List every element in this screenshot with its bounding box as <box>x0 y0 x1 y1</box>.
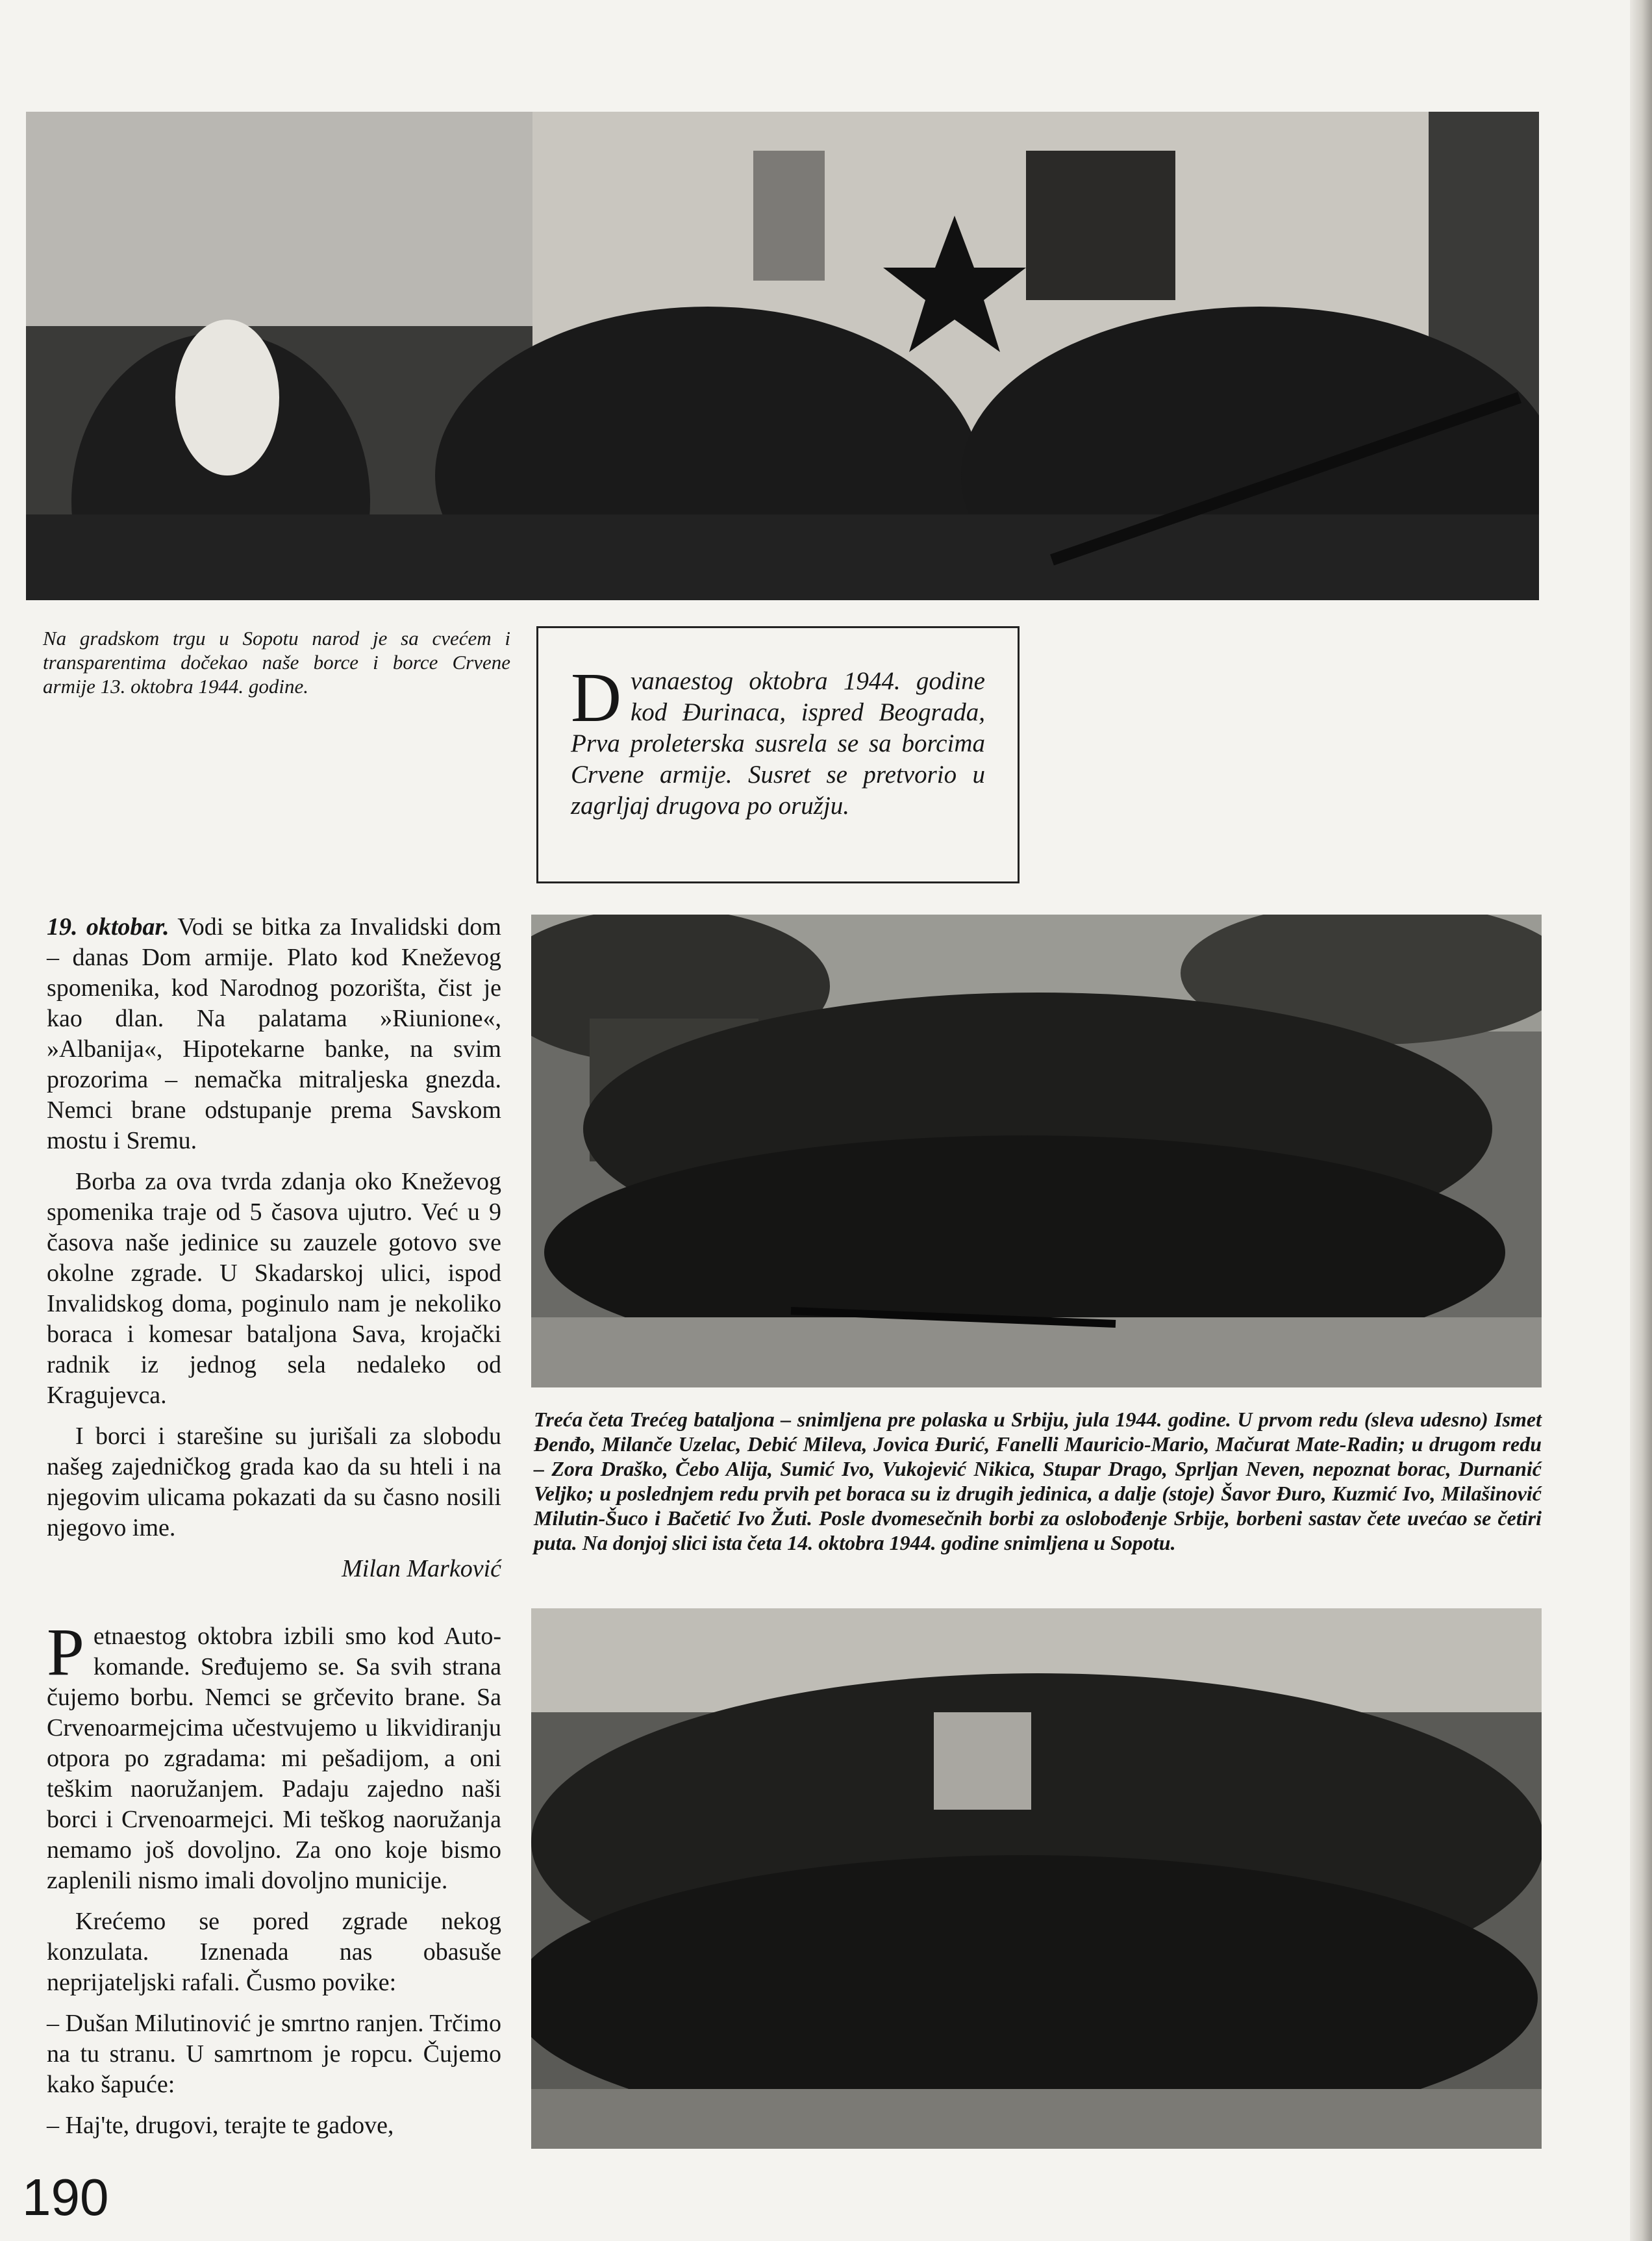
section1-p1-text: Vodi se bitka za Invalidski dom – danas Dom armije. Plato kod Kneževog spomenika, kod Narodnog pozorišta, čist je kao dlan. Na palatama »Riunione«, »Albanija«, Hipotekarne banke, na svim prozorima – nemačka mitraljeska gnezda. Nemci brane odstupanje prema Savskom mostu i Sremu. <box>47 913 501 1154</box>
section2-paragraph-4: – Haj'te, drugovi, terajte te gadove, <box>47 2112 394 2139</box>
section1-paragraph-2: Borba za ova tvrda zdanja oko Kneževog spomenika traje od 5 časova ujutro. Već u 9 časova naše jedinice su zauzele gotovo sve okolne zgrade. U Skadarskoj ulici, ispod Invalidskog doma, poginulo nam je nekoliko boraca i komesar bataljona Sava, krojački radnik iz jednog sela nedaleko od Kragujevca. <box>47 1168 501 1409</box>
section2-paragraph-2: Krećemo se pored zgrade nekog konzulata. Iznenada nas obasuše neprijateljski rafali. Čusmo povike: <box>47 1908 501 1996</box>
quote-dropcap: D <box>571 659 621 737</box>
author-signature: Milan Marković <box>342 1555 501 1582</box>
quote-body: vanaestog oktobra 1944. godine kod Đurinaca, ispred Beograda, Prva proleterska susrela se sa borcima Crvene armije. Susret se pretvorio u zagrljaj drugova po oružju. <box>571 667 985 820</box>
section1-paragraph-1 <box>47 912 501 1156</box>
bottom-photo <box>531 1608 1542 2149</box>
section2-dropcap: P <box>47 1615 84 1690</box>
page-edge <box>1630 0 1652 2241</box>
top-photo-caption: Na gradskom trgu u Sopotu narod je sa cvećem i transparentima dočekao naše borce i borce Crvene armije 13. oktobra 1944. godine. <box>43 627 510 698</box>
middle-photo <box>531 915 1542 1387</box>
middle-photo-caption: Treća četa Trećeg bataljona – snimljena pre polaska u Srbiju, jula 1944. godine. U prvom redu (sleva udesno) Ismet Đenđo, Milanče Uzelac, Debić Mileva, Jovica Đurić, Fanelli Mauricio-Mario, Mačurat Mate-Radin; u drugom redu – Zora Draško, Čebo Alija, Sumić Ivo, Vukojević Nikica, Stupar Drago, Sprljan Neven, nepoznat borac, Durnanić Veljko; u poslednjem redu prvih pet boraca su iz drugih jedinica, a dalje (stoje) Šavor Đuro, Kuzmić Ivo, Milašinović Milutin-Šuco i Bačetić Ivo Žuti. Posle dvomesečnih borbi za oslobođenje Srbije, borbeni sastav čete uvećao se četiri puta. Na donjoj slici ista četa 14. oktobra 1944. godine snimljena u Sopotu. <box>534 1408 1542 1554</box>
section2-paragraph-1 <box>47 1615 501 1896</box>
article-section-2 <box>47 1615 501 2151</box>
page-number: 190 <box>22 2168 109 2226</box>
article-section-1 <box>47 912 501 1595</box>
top-photo <box>26 112 1539 600</box>
section1-paragraph-3: I borci i starešine su jurišali za slobodu našeg zajedničkog grada kao da su hteli i na njegovim ulicama pokazati da su časno nosili njegovo ime. <box>47 1423 501 1541</box>
section2-paragraph-3: – Dušan Milutinović je smrtno ranjen. Trčimo na tu stranu. U samrtnom je ropcu. Čujemo kako šapuće: <box>47 2010 501 2098</box>
quote-box <box>536 626 1020 883</box>
section2-p1-text: etnaestog oktobra izbili smo kod Auto-komande. Sređujemo se. Sa svih strana čujemo borbu. Nemci se grčevito brane. Sa Crvenoarmejcima učestvujemo u likvidiranju otpora po zgradama: mi pešadijom, a oni teškim naoružanjem. Padaju zajedno naši borci i Crvenoarmejci. Mi teškog naoružanja nemamo još dovoljno. Za ono koje bismo zaplenili nismo imali dovoljno municije. <box>47 1623 501 1894</box>
date-label: 19. oktobar. <box>47 913 169 941</box>
quote-text <box>571 659 985 822</box>
